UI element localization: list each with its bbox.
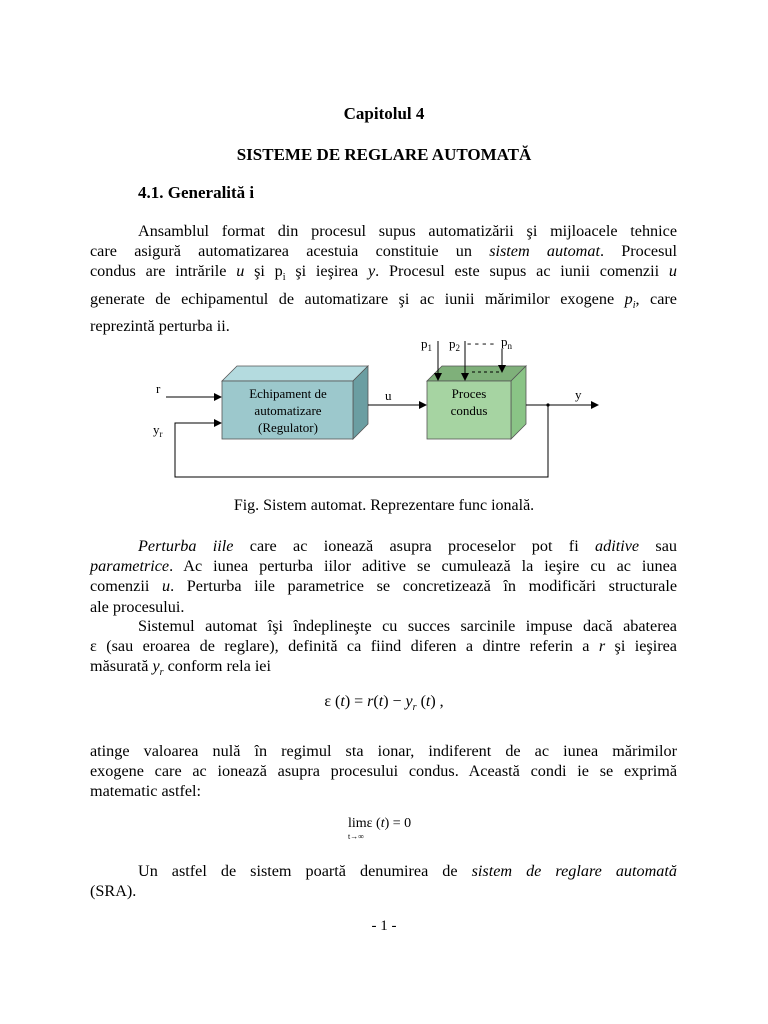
regulator-block [222, 366, 368, 439]
regulator-label-2: automatizare [254, 403, 322, 418]
figure-caption: Fig. Sistem automat. Reprezentare func ională. [233, 497, 535, 514]
text-line: Un astfel de sistem poartă denumirea de sistem de reglare automată [138, 862, 677, 880]
text-line: comenzii u. Perturba iile parametrice se concretizează în modificări structurale [90, 577, 677, 596]
process-block-top [427, 366, 526, 381]
regulator-label-1: Echipament de [249, 386, 327, 401]
limit-subscript: t→∞ [348, 832, 364, 841]
disturbance-dashes: - - - - [467, 335, 495, 350]
paragraph-condition [90, 741, 677, 802]
text-line: atinge valoarea nulă în regimul sta ionar, indiferent de ac iunea mărimilor [90, 742, 677, 760]
input-r-label: r [156, 381, 161, 396]
paragraph-perturbations [90, 536, 677, 617]
text-line: măsurată $y_r$ conform rela iei [90, 657, 271, 679]
output-y-label: y [575, 387, 582, 402]
text-line: Ansamblul format din procesul supus automatizării şi mijloacele tehnice [138, 222, 677, 240]
text-line: reprezintă perturba ii. [90, 317, 230, 336]
text-line: Sistemul automat îşi îndeplineşte cu succes sarcinile impuse dacă abaterea [138, 617, 677, 635]
paragraph-sra [90, 861, 677, 901]
signal-u-label: u [385, 388, 392, 403]
process-block [427, 366, 526, 439]
disturbance-p1-label: $p_1$ [421, 336, 432, 353]
text-line: matematic astfel: [90, 782, 202, 801]
process-label-1: Proces [451, 386, 487, 401]
equation-limit: limε (t) = 0 t→∞ [348, 816, 412, 841]
regulator-label-3: (Regulator) [258, 420, 318, 435]
paragraph-error [90, 616, 677, 684]
chapter-heading: Capitolul 4 [343, 104, 425, 123]
text-line: ale procesului. [90, 597, 185, 616]
text-line: care asigură automatizarea acestuia constituie un sistem automat. Procesul [90, 242, 678, 261]
feedback-yr-label: $y_r$ [153, 422, 163, 439]
disturbance-p2-label: $p_2$ [449, 336, 460, 353]
text-line: (SRA). [90, 882, 137, 901]
chapter-title: SISTEME DE REGLARE AUTOMATĂ [236, 145, 532, 164]
process-label-2: condus [450, 403, 488, 418]
text-line: Perturba iile care ac ionează asupra proceselor pot fi aditive sau [138, 537, 677, 555]
regulator-block-top [222, 366, 368, 381]
text-line: generate de echipamentul de automatizare şi ac iunii mărimilor exogene $p_i$, care [90, 289, 677, 312]
text-line: condus are intrările u şi $p_i$ şi ieşirea y. Procesul este supus ac iunii comenzii u [90, 262, 677, 284]
page-number: - 1 - [371, 918, 397, 934]
disturbance-pn-label: $p_n$ [501, 334, 512, 351]
equation-error: ε $(t) = r(t) - y_r$ (t) , [324, 693, 444, 714]
text-line: exogene care ac ionează asupra procesului condus. Această condi ie se exprimă [90, 762, 677, 781]
text-line: ε (sau eroarea de reglare), definită ca fiind diferen a dintre referin a r şi ieşirea [90, 637, 677, 656]
section-heading: 4.1. Generalită i [138, 183, 255, 202]
text-line: parametrice. Ac iunea perturba iilor aditive se cumulează la ieşire cu ac iunea [90, 557, 677, 576]
